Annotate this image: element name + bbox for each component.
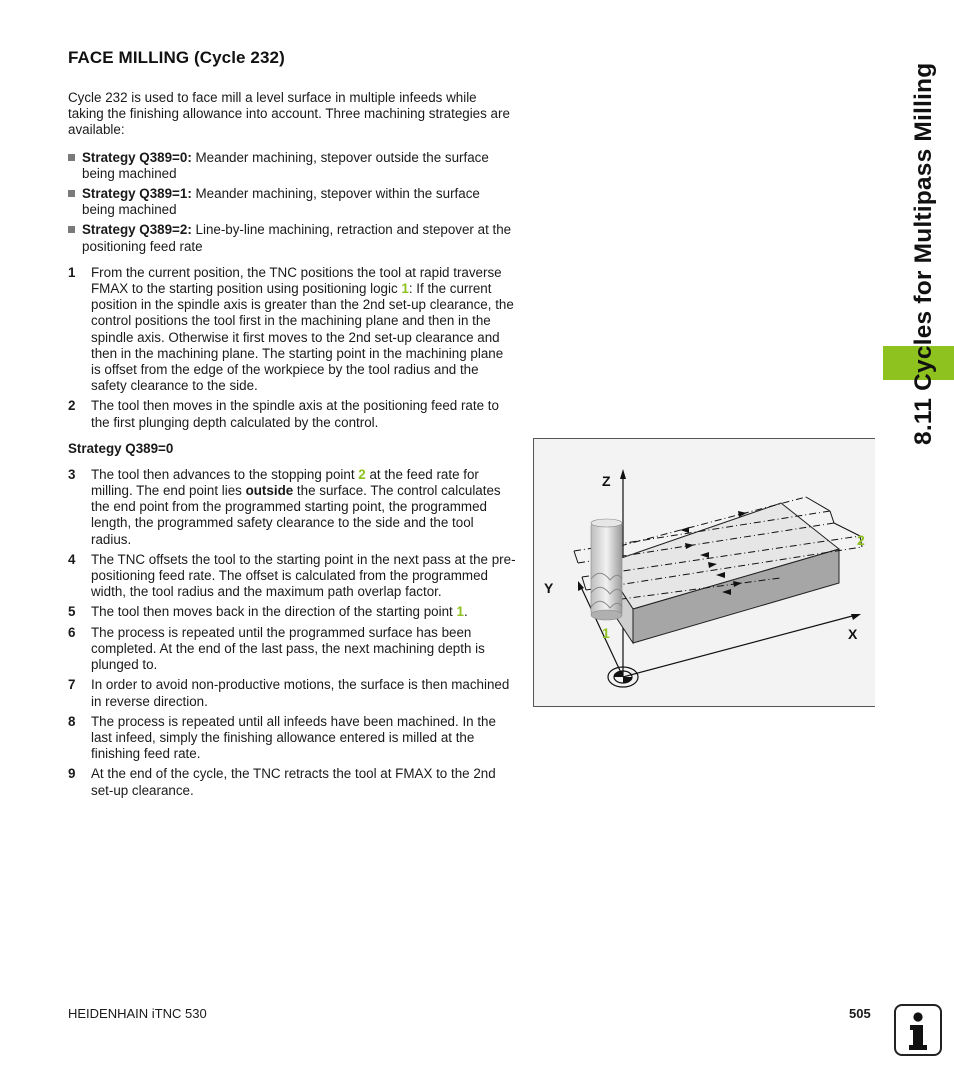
y-axis-arrow-icon (578, 581, 584, 591)
page-number: 505 (849, 1006, 871, 1021)
page-title: FACE MILLING (Cycle 232) (68, 48, 285, 67)
intro-paragraph: Cycle 232 is used to face mill a level surface in multiple infeeds while taking the finishing allowance into account. Three machining strategies are available: (68, 90, 510, 138)
end-mill-tool-icon (591, 519, 622, 620)
footer-manual-name: HEIDENHAIN iTNC 530 (68, 1006, 207, 1021)
list-item: 5 The tool then moves back in the direction of the starting point 1. (68, 604, 468, 620)
info-i-glyph (896, 1006, 940, 1054)
list-item: Strategy Q389=1: Meander machining, stepover within the surface being machined (68, 186, 516, 218)
steps-list-b (68, 467, 516, 799)
subheading: Strategy Q389=0 (68, 440, 174, 456)
chapter-section-title: 8.11 Cycles for Multipass Milling (910, 62, 937, 445)
list-item: 7 In order to avoid non-productive motions, the surface is then machined in reverse direction. (68, 677, 510, 709)
face-milling-diagram (533, 438, 875, 707)
end-point-label: 2 (857, 532, 865, 548)
list-item: 9 At the end of the cycle, the TNC retracts the tool at FMAX to the 2nd set-up clearance. (68, 766, 496, 798)
y-axis-label: Y (544, 580, 554, 596)
list-item: 3 The tool then advances to the stopping point 2 at the feed rate for milling. The end point lies outside the surface. The control calculates the end point from the programmed starting point, the programmed length, the programmed safety clearance to the side and the tool radius. (68, 466, 501, 547)
x-axis-label: X (848, 626, 858, 642)
list-item: 2 The tool then moves in the spindle axis at the positioning feed rate to the first plunging depth calculated by the control. (68, 398, 499, 430)
list-item: Strategy Q389=2: Line-by-line machining, retraction and stepover at the positioning feed rate (68, 222, 516, 254)
diagram-svg (534, 439, 875, 706)
z-axis-arrow-icon (620, 469, 626, 479)
info-icon (894, 1004, 942, 1056)
list-item: 4 The TNC offsets the tool to the starting point in the next pass at the pre-positioning feed rate. The offset is calculated from the programmed width, the tool radius and the maximum path overlap factor. (68, 551, 516, 600)
start-point-label: 1 (602, 625, 610, 641)
list-item: 1 From the current position, the TNC positions the tool at rapid traverse FMAX to the starting position using positioning logic 1: If the current position in the spindle axis is greater than the 2nd set-up clearance, the control positions the tool first in the machining plane and then in the spindle axis. Otherwise it first moves to the 2nd set-up clearance and then in the machining plane. The starting point in the machining plane is offset from the edge of the workpiece by the tool radius and the safety clearance to the side. (68, 264, 514, 394)
x-axis-arrow-icon (851, 614, 861, 620)
steps-list-a (68, 265, 516, 431)
list-item: 6 The process is repeated until the programmed surface has been completed. At the end of the last pass, the next machining depth is plunged to. (68, 624, 485, 673)
list-item: 8 The process is repeated until all infeeds have been machined. In the last infeed, simply the finishing allowance entered is milled at the finishing feed rate. (68, 713, 496, 762)
list-item: Strategy Q389=0: Meander machining, stepover outside the surface being machined (68, 150, 516, 182)
direction-arrow-icon (680, 527, 689, 533)
bullet-square-icon (68, 154, 75, 161)
strategy-list (68, 150, 516, 255)
bullet-square-icon (68, 190, 75, 197)
z-axis-label: Z (602, 473, 611, 489)
bullet-square-icon (68, 226, 75, 233)
main-content (68, 48, 516, 803)
